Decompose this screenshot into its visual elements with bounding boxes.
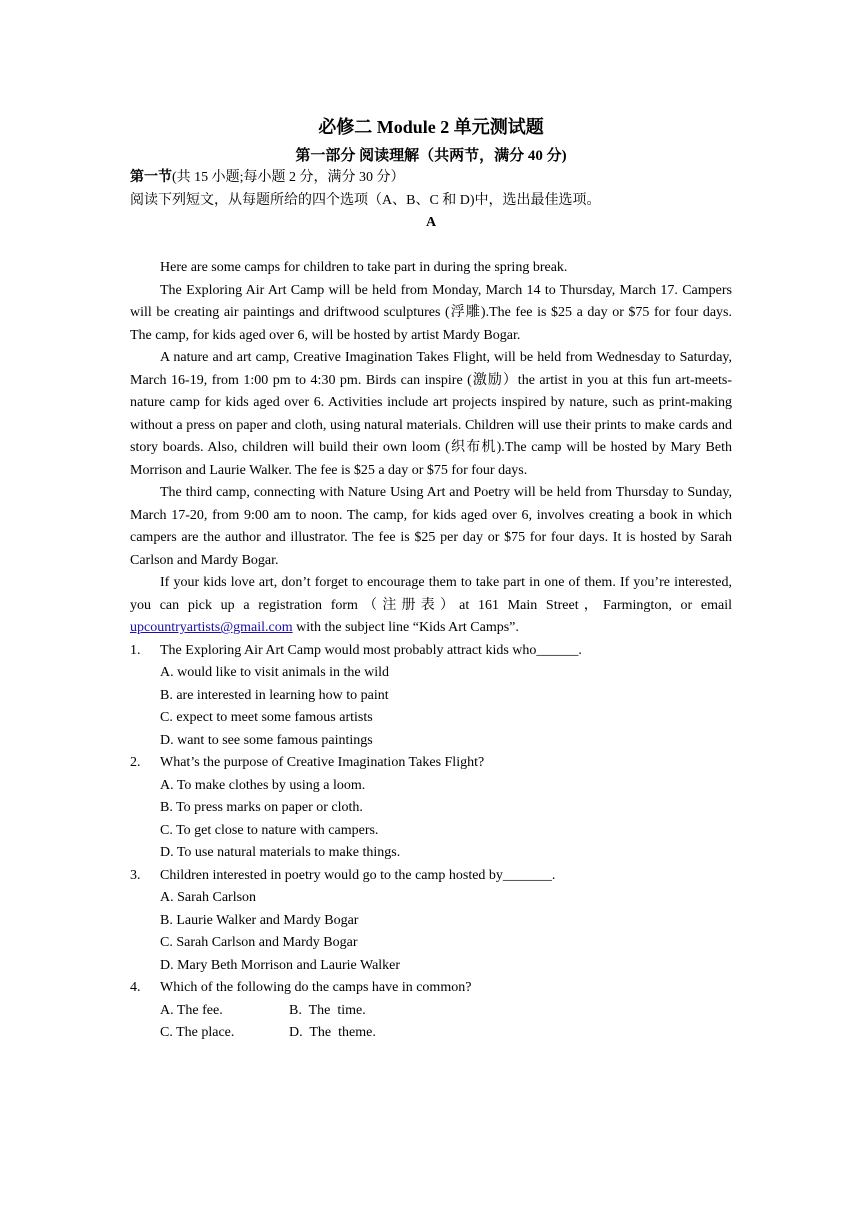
passage-label: A: [425, 215, 437, 230]
question-text: The Exploring Air Art Camp would most probably attract kids who______.: [160, 642, 582, 658]
question-stem: [130, 977, 732, 1000]
option-d: D. To use natural materials to make things.: [160, 845, 401, 860]
passage: [130, 257, 732, 640]
option-row: [130, 1022, 732, 1045]
question-number: 1.: [130, 642, 141, 658]
question: [130, 640, 732, 753]
question: [130, 865, 732, 978]
question-stem: [130, 865, 732, 888]
option-b: B. To press marks on paper or cloth.: [160, 800, 363, 815]
exam-page: [130, 112, 732, 1045]
paragraph-5-text: If your kids love art, don’t forget to encourage them to take part in one of them. If you’re interested, you can pick up a registration form（注册表）at 161 Main Street，Farmington, or email: [130, 575, 732, 613]
option-b: B. Laurie Walker and Mardy Bogar: [160, 912, 359, 928]
option-a: A. The fee.: [160, 1002, 223, 1018]
question-stem: [130, 640, 732, 663]
passage-paragraph-5: [130, 572, 732, 640]
email-link[interactable]: upcountryartists@gmail.com: [130, 620, 293, 635]
part-heading: 第一部分 阅读理解（共两节，满分 40 分): [295, 148, 567, 164]
question: [130, 977, 732, 1045]
option-d: D. want to see some famous paintings: [160, 732, 373, 748]
passage-paragraph-2: The Exploring Air Art Camp will be held from Monday, March 14 to Thursday, March 17. Campers will be creating air paintings and driftwood sculptures (浮雕).The fee is $25 a day or $75 for four days. The camp, for kids aged over 6, will be hosted by artist Mardy Bogar.: [130, 282, 732, 343]
option-d: D. Mary Beth Morrison and Laurie Walker: [160, 957, 401, 973]
option-a: A. Sarah Carlson: [160, 890, 257, 905]
passage-paragraph-4: The third camp, connecting with Nature Using Art and Poetry will be held from Thursday to Sunday, March 17-20, from 9:00 am to noon. The camp, for kids aged over 6, involves creating a book in which campers are the author and illustrator. The fee is $25 per day or $75 for four days. It is hosted by Sarah Carlson and Mardy Bogar.: [130, 485, 732, 568]
page-title: 必修二 Module 2 单元测试题: [318, 117, 544, 137]
option-c: C. The place.: [160, 1025, 235, 1040]
section-scoring: (共 15 小题;每小题 2 分，满分 30 分）: [172, 170, 405, 185]
question-number: 3.: [130, 867, 141, 883]
option-c: C. To get close to nature with campers.: [160, 822, 379, 838]
question-number: 4.: [130, 980, 141, 995]
question: [130, 752, 732, 865]
option-c: C. Sarah Carlson and Mardy Bogar: [160, 935, 358, 950]
option-a: A. To make clothes by using a loom.: [160, 777, 366, 793]
option-b: B. are interested in learning how to paint: [160, 687, 389, 703]
question-text: Children interested in poetry would go to the camp hosted by_______.: [160, 867, 556, 883]
question-number: 2.: [130, 755, 141, 770]
question-text: What’s the purpose of Creative Imagination Takes Flight?: [160, 755, 485, 770]
section-heading: [130, 167, 732, 190]
instructions: 阅读下列短文，从每题所给的四个选项（A、B、C 和 D)中，选出最佳选项。: [130, 192, 601, 208]
option-b: B. The time.: [289, 1002, 366, 1018]
passage-paragraph-1: Here are some camps for children to take part in during the spring break.: [160, 260, 568, 275]
paragraph-5-end: with the subject line “Kids Art Camps”.: [292, 620, 519, 635]
question-text: Which of the following do the camps have in common?: [160, 980, 472, 995]
section-label: 第一节: [130, 170, 172, 185]
option-d: D. The theme.: [289, 1025, 376, 1040]
option-a: A. would like to visit animals in the wild: [160, 665, 390, 680]
option-row: [130, 1000, 732, 1023]
option-c: C. expect to meet some famous artists: [160, 710, 373, 725]
passage-paragraph-3: A nature and art camp, Creative Imagination Takes Flight, will be held from Wednesday to Saturday, March 16-19, from 1:00 pm to 4:30 pm. Birds can inspire (激励）the artist in you at this fun art-meets-nature camp for kids aged over 6. Activities include art projects inspired by nature, such as print-making without a press on paper and cloth, using natural materials. Children will use their prints to make cards and story boards. Also, children will build their own loom (织布机).The camp will be hosted by Mary Beth Morrison and Laurie Walker. The fee is $25 a day or $75 for four days.: [130, 350, 732, 478]
question-stem: [130, 752, 732, 775]
question-list: [130, 640, 732, 1045]
